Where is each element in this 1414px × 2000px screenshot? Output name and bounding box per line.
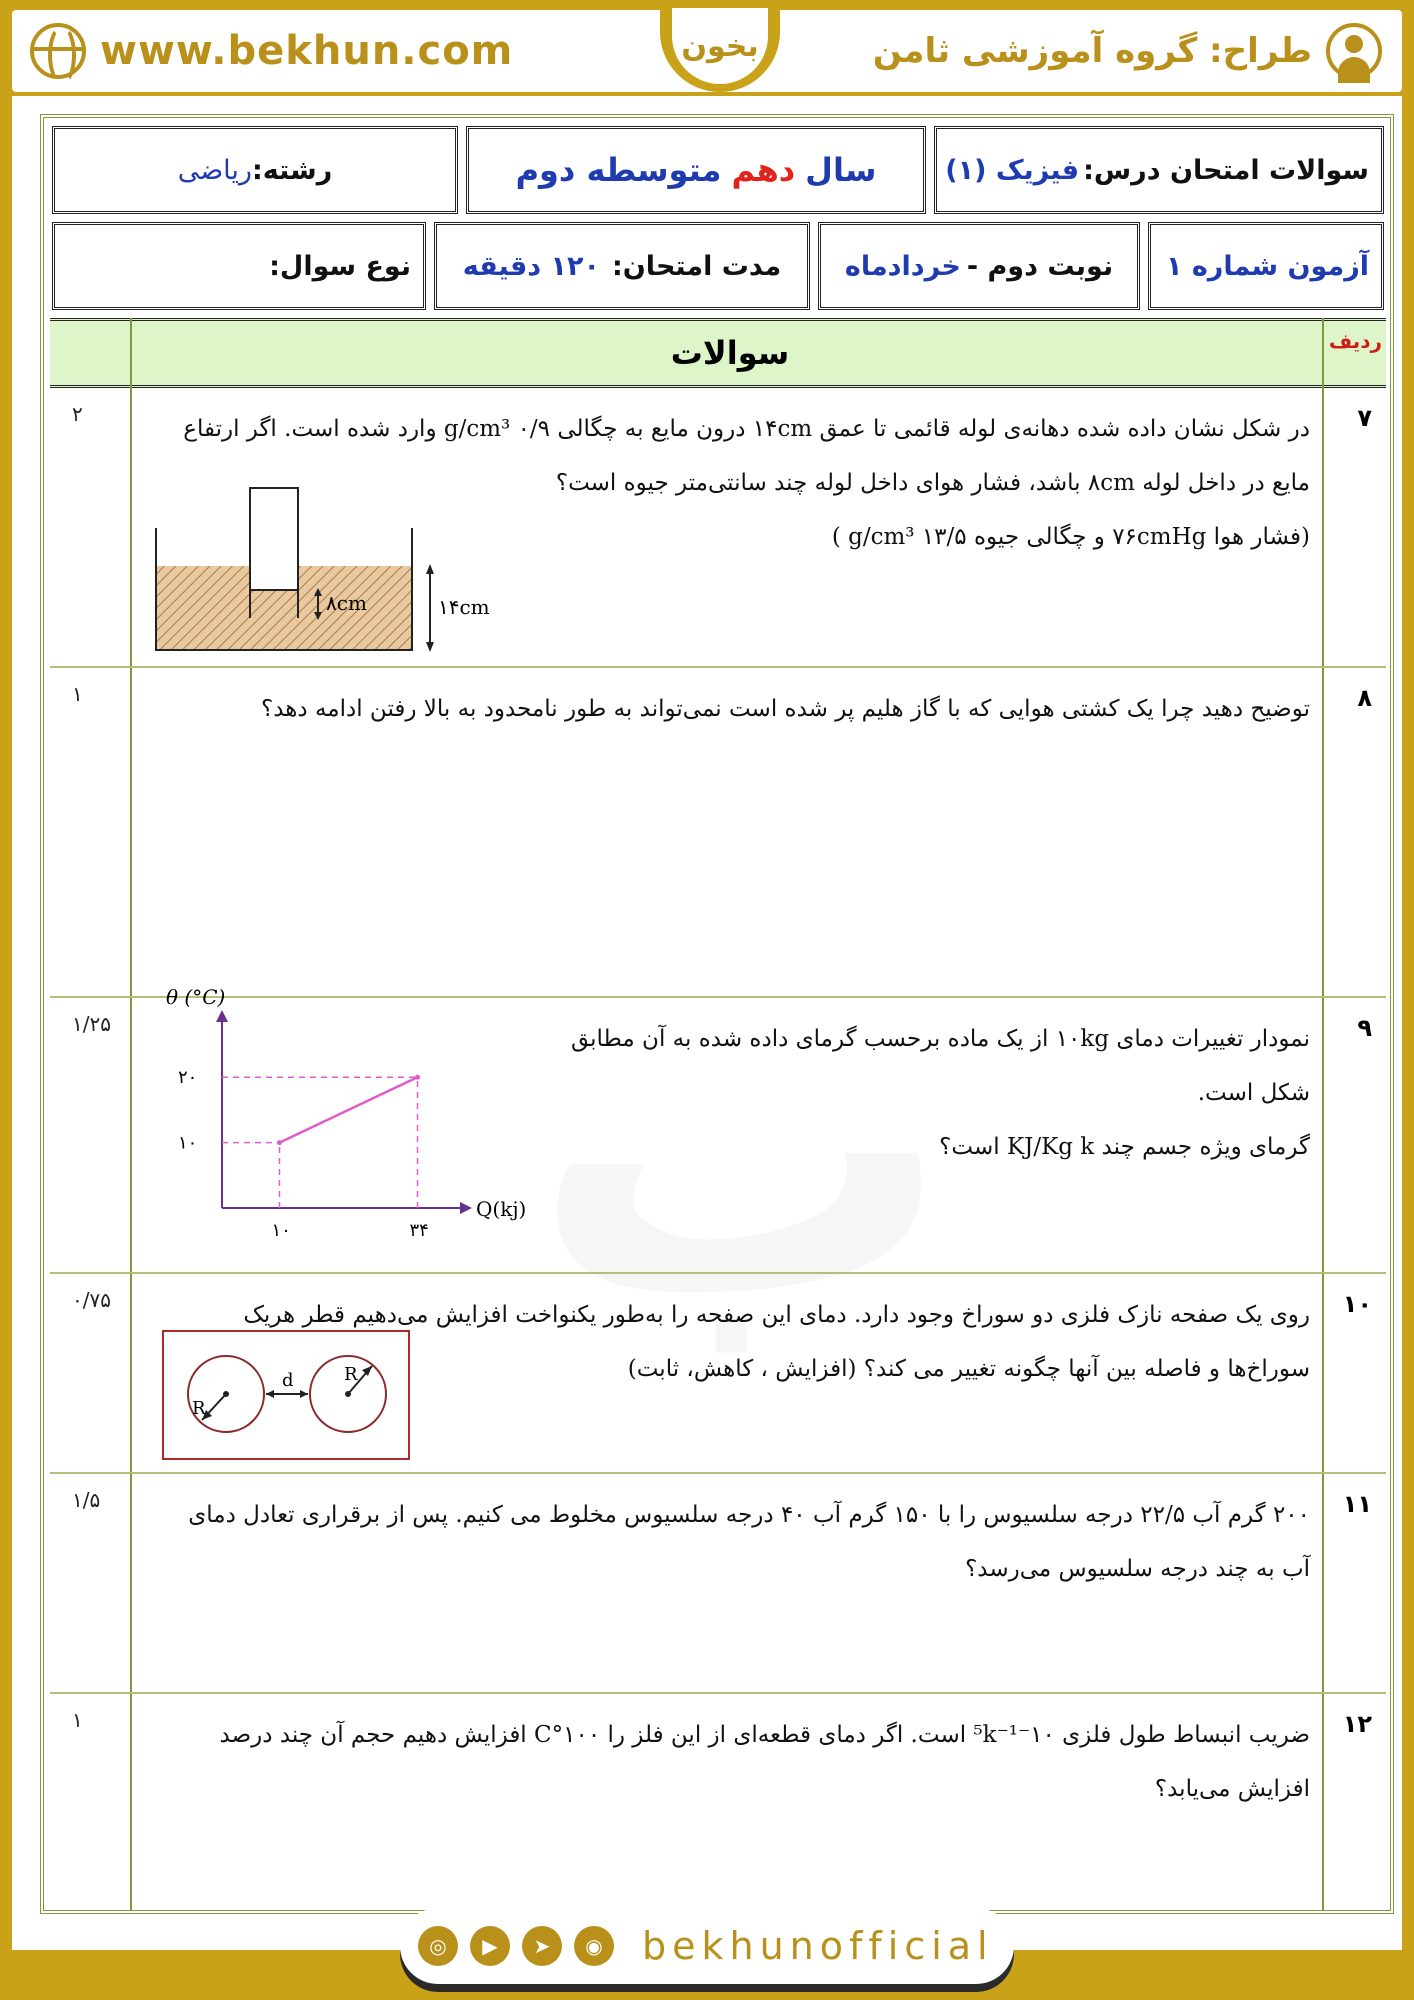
question-line: ۲۰۰ گرم آب ۲۲/۵ درجه سلسیوس را با ۱۵۰ گرم آب ۴۰ درجه سلسیوس مخلوط می کنیم. پس از برقراری تعادل دمای (188, 1502, 1310, 1528)
brand-logo-text: بخون (681, 28, 759, 64)
y-tick-label: ۲۰ (178, 1067, 198, 1089)
test-number-cell (1148, 222, 1384, 310)
distance-label: d (282, 1370, 294, 1391)
grade-highlight: دهم (731, 151, 796, 189)
plate-holes-figure (162, 1330, 412, 1462)
exam-info-row-1 (52, 126, 1384, 214)
questions-title: سوالات (670, 334, 790, 372)
question-line: مایع در داخل لوله ۸cm باشد، فشار هوای داخل لوله چند سانتی‌متر جیوه است؟ (555, 470, 1310, 496)
test-number: آزمون شماره ۱ (1165, 250, 1369, 282)
question-number: ۱۰ (1342, 1290, 1372, 1318)
session-cell (818, 222, 1140, 310)
question-line: (فشار هوا ۷۶cmHg و چگالی جیوه ۱۳/۵ g/cm³ ) (831, 524, 1310, 550)
x-tick-label: ۳۴ (409, 1220, 429, 1241)
arrow-head (426, 642, 434, 652)
subject-label: سوالات امتحان درس: (1083, 154, 1369, 186)
grade-suffix: متوسطه دوم (515, 151, 722, 189)
exam-info-row-2 (52, 222, 1384, 310)
outer-height-label: ۱۴cm (438, 595, 490, 619)
brand-logo (672, 8, 768, 84)
globe-icon (30, 23, 86, 79)
designer-text: طراح: گروه آموزشی ثامن (872, 31, 1312, 71)
question-number: ۱۲ (1342, 1710, 1372, 1738)
series-line (280, 1077, 418, 1142)
social-handle[interactable]: bekhunofficial (642, 1924, 994, 1968)
question-line: ضریب انبساط طول فلزی ۱۰⁻⁵k⁻¹ است. اگر دمای قطعه‌ای از این فلز را ۱۰۰°C افزایش دهیم حجم آن چند درصد (219, 1722, 1310, 1748)
question-score: ۱/۵ (72, 1488, 101, 1512)
question-line: افزایش می‌یابد؟ (1154, 1776, 1310, 1802)
question-number: ۱۱ (1342, 1490, 1372, 1518)
question-number: ۹ (1357, 1014, 1372, 1042)
question-line: سوراخ‌ها و فاصله بین آنها چگونه تغییر می کند؟ (افزایش ، کاهش، ثابت) (627, 1356, 1310, 1382)
tube (250, 488, 298, 590)
user-icon (1326, 23, 1382, 79)
question-score: ۲ (72, 402, 83, 426)
question-9 (50, 985, 1386, 1274)
duration-label: مدت امتحان: (611, 250, 782, 282)
question-score: ۰/۷۵ (72, 1288, 111, 1312)
social-footer (400, 1908, 1014, 1984)
y-axis-label: θ (°C) (166, 985, 226, 1009)
aparat-icon[interactable]: ◎ (418, 1926, 458, 1966)
exam-paper (12, 96, 1402, 1950)
x-axis-arrow (460, 1202, 472, 1214)
question-line: در شکل نشان داده شده دهانه‌ی لوله قائمی تا عمق ۱۴cm درون مایع به چگالی ۰/۹ g/cm³ وارد شده است. اگر ارتفاع (183, 416, 1310, 442)
question-line: شکل است. (1197, 1080, 1310, 1106)
grade-prefix: سال (805, 151, 877, 189)
question-line: گرمای ویژه جسم چند KJ/Kg k است؟ (939, 1134, 1310, 1160)
session-value: خردادماه (844, 250, 961, 282)
instagram-icon[interactable]: ◉ (574, 1926, 614, 1966)
question-score: ۱ (72, 1708, 83, 1732)
website-url[interactable]: www.bekhun.com (100, 28, 514, 74)
question-line: توضیح دهید چرا یک کشتی هوایی که با گاز هلیم پر شده است نمی‌تواند به طور نامحدود به بالا رفتن ادامه دهد؟ (260, 696, 1310, 722)
designer-badge (873, 24, 1382, 78)
question-7 (50, 388, 1386, 668)
session-label: نوبت دوم - (966, 250, 1114, 282)
field-value: ریاضی (177, 154, 252, 186)
question-12 (50, 1694, 1386, 1914)
x-axis-label: Q(kj) (476, 1197, 527, 1221)
question-text (146, 1708, 1310, 1816)
x-tick-label: ۱۰ (271, 1220, 291, 1241)
question-11 (50, 1474, 1386, 1694)
tube-figure (140, 488, 500, 658)
subject-cell (934, 126, 1384, 214)
temperature-heat-chart (146, 985, 527, 1258)
inner-height-label: ۸cm (326, 591, 367, 615)
question-type-cell (52, 222, 426, 310)
question-number: ۸ (1357, 684, 1372, 712)
question-text (146, 682, 1310, 736)
question-type-label: نوع سوال: (269, 250, 411, 282)
question-score: ۱/۲۵ (72, 1012, 111, 1036)
field-label: رشته: (251, 154, 333, 186)
youtube-icon[interactable]: ▶ (470, 1926, 510, 1966)
question-text (520, 1012, 1310, 1174)
y-axis-arrow (216, 1010, 228, 1022)
website-badge[interactable] (30, 24, 513, 78)
radius-label: R (192, 1398, 206, 1419)
question-line: آب به چند درجه سلسیوس می‌رسد؟ (965, 1556, 1310, 1582)
radius-label: R (344, 1364, 358, 1385)
row-column-label: ردیف (1328, 329, 1382, 353)
grade-cell (466, 126, 926, 214)
telegram-icon[interactable]: ➤ (522, 1926, 562, 1966)
question-text (146, 1488, 1310, 1596)
exam-sheet (40, 114, 1394, 1914)
questions-header (50, 318, 1386, 388)
y-tick-label: ۱۰ (178, 1132, 198, 1154)
duration-cell (434, 222, 810, 310)
duration-value: ۱۲۰ دقیقه (462, 250, 600, 282)
question-10 (50, 1274, 1386, 1474)
field-cell (52, 126, 458, 214)
question-number: ۷ (1357, 404, 1372, 432)
arrow-head (426, 564, 434, 574)
question-line: روی یک صفحه نازک فلزی دو سوراخ وجود دارد. دمای این صفحه را به‌طور یکنواخت افزایش می‌دهیم قطر هریک (243, 1302, 1310, 1328)
question-score: ۱ (72, 682, 83, 706)
question-line: نمودار تغییرات دمای ۱۰kg از یک ماده برحسب گرمای داده شده به آن مطابق (570, 1026, 1310, 1052)
subject-value: فیزیک (۱) (945, 154, 1080, 186)
question-8 (50, 668, 1386, 998)
